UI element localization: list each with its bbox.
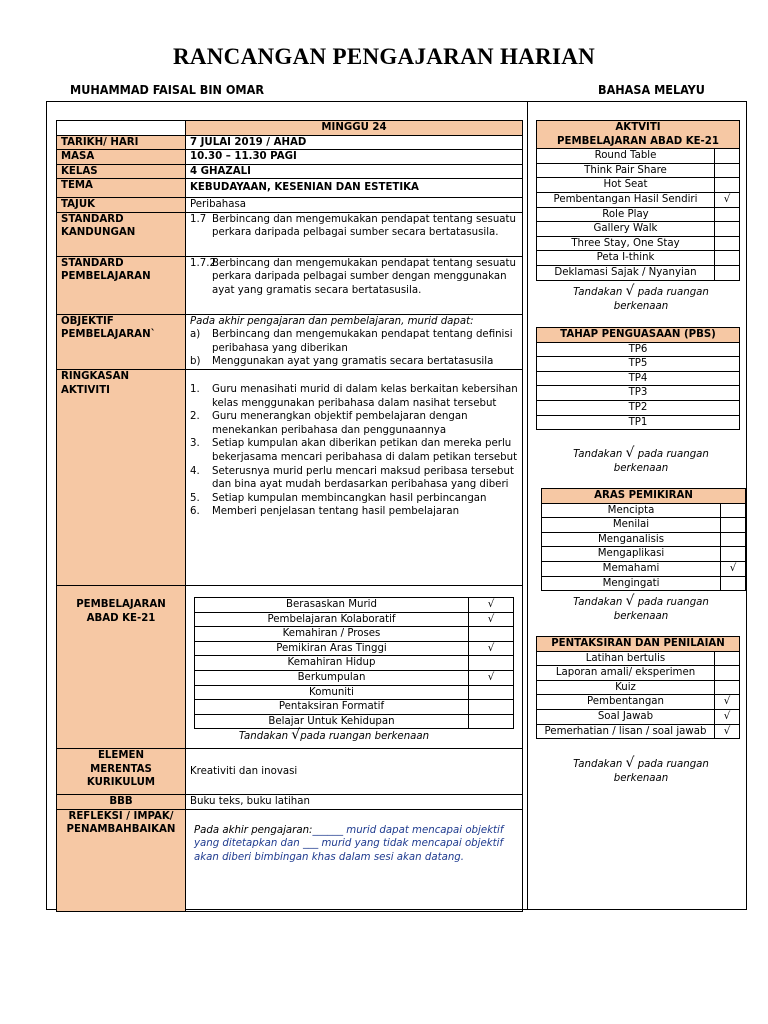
tema-value: KEBUDAYAAN, KESENIAN DAN ESTETIKA xyxy=(186,179,523,198)
aktiviti-row xyxy=(537,163,740,178)
tp-row xyxy=(537,371,740,386)
aktiviti-text: Setiap kumpulan akan diberikan petikan dan mereka perlu bekerjasama mencari peribahasa di dalam petikan tersebut xyxy=(212,438,518,463)
aktiviti-text: Seterusnya murid perlu mencari maksud peribasa tersebut dan bina ayat mudah berdasarkan peribahasa yang diberi xyxy=(212,465,514,491)
note-a: Tandakan xyxy=(573,759,626,770)
sp-number: 1.7.2 xyxy=(190,257,216,269)
obj-b-text: Menggunakan ayat yang gramatis secara bertatasusila xyxy=(212,356,494,368)
aktiviti-row xyxy=(537,149,740,164)
pentaksiran-box xyxy=(536,636,740,739)
aras-row-label: Menilai xyxy=(542,518,721,533)
aktiviti-number: 4. xyxy=(190,465,200,477)
aktiviti-number: 5. xyxy=(190,492,200,504)
sp-content: Berbincang dan mengemukakan pendapat tentang sesuatu perkara daripada pelbagai sumber dengan menggunakan ayat yang gramatis secara bertatasusila. xyxy=(212,257,516,296)
abad-item-label: Belajar Untuk Kehidupan xyxy=(195,714,469,729)
tp-row-label: TP3 xyxy=(537,386,740,401)
aktiviti-row-label: Pembentangan Hasil Sendiri xyxy=(537,192,715,207)
aktiviti-item xyxy=(190,437,518,464)
aktiviti-row-label: Role Play xyxy=(537,207,715,222)
tp-row-label: TP6 xyxy=(537,342,740,357)
pentaksiran-row-label: Kuiz xyxy=(537,680,715,695)
tp-row-label: TP5 xyxy=(537,357,740,372)
aktiviti-row-check xyxy=(715,251,740,266)
aras-row xyxy=(542,561,746,576)
check-icon: √ xyxy=(291,727,301,744)
aktiviti-note xyxy=(556,284,726,314)
abad-item-check xyxy=(469,685,514,700)
aktiviti-row xyxy=(537,192,740,207)
aktiviti-item xyxy=(190,383,518,410)
pentaksiran-row-label: Laporan amali/ eksperimen xyxy=(537,666,715,681)
pentaksiran-row-label: Pemerhatian / lisan / soal jawab xyxy=(537,724,715,739)
tp-row-label: TP1 xyxy=(537,415,740,430)
note-b: pada ruangan xyxy=(634,287,709,298)
note-a: Tandakan xyxy=(573,287,626,298)
note-b: pada ruangan xyxy=(634,449,709,460)
pentaksiran-row-label: Latihan bertulis xyxy=(537,651,715,666)
aktiviti-number: 2. xyxy=(190,411,200,423)
abad-label xyxy=(57,585,186,748)
tp-row xyxy=(537,342,740,357)
aktiviti-row-label: Think Pair Share xyxy=(537,163,715,178)
obj-a-num: a) xyxy=(190,329,201,341)
obj-label-line1: OBJEKTIF xyxy=(61,315,114,327)
aktiviti-text: Memberi penjelasan tentang hasil pembelajaran xyxy=(212,506,460,518)
tahap-penguasaan-box xyxy=(536,327,740,430)
aras-row xyxy=(542,518,746,533)
note-c: berkenaan xyxy=(613,773,669,784)
pentaksiran-row xyxy=(537,724,740,739)
subject-name: BAHASA MELAYU xyxy=(598,82,705,97)
aktiviti-row-label: Three Stay, One Stay xyxy=(537,236,715,251)
obj-a-text: Berbincang dan mengemukakan pendapat tentang definisi peribahasa yang diberikan xyxy=(212,329,513,354)
abad-row xyxy=(195,597,514,612)
aras-row-label: Memahami xyxy=(542,561,721,576)
aras-row-check xyxy=(721,518,746,533)
abad-note xyxy=(150,729,518,744)
standard-pembelajaran-text xyxy=(190,257,518,298)
aras-row-check xyxy=(721,503,746,518)
objektif-label xyxy=(57,314,186,369)
tp-row xyxy=(537,415,740,430)
masa-label: MASA xyxy=(57,150,186,165)
elemen-label-line1: ELEMEN xyxy=(97,749,145,761)
elemen-label-line3: KURIKULUM xyxy=(86,777,156,789)
obj-b-num: b) xyxy=(190,356,201,368)
aktiviti-row xyxy=(537,222,740,237)
refleksi-lead: Pada akhir pengajaran: xyxy=(194,824,313,836)
aktiviti-item xyxy=(190,492,518,506)
aras-row-label: Mengaplikasi xyxy=(542,547,721,562)
abad-note-b: pada ruangan berkenaan xyxy=(300,731,430,743)
tarikh-value: 7 JULAI 2019 / AHAD xyxy=(186,135,523,150)
aktiviti-row-label: Round Table xyxy=(537,149,715,164)
aktiviti-list xyxy=(190,370,518,519)
abad-item-check: √ xyxy=(469,597,514,612)
aktiviti-item xyxy=(190,410,518,437)
tp-row xyxy=(537,357,740,372)
check-icon: √ xyxy=(625,445,635,461)
abad-row xyxy=(195,612,514,627)
abad-item-check xyxy=(469,656,514,671)
pentaksiran-row-label: Pembentangan xyxy=(537,695,715,710)
abad-item-label: Pemikiran Aras Tinggi xyxy=(195,641,469,656)
aktiviti-row-label: Gallery Walk xyxy=(537,222,715,237)
aktiviti-row-check xyxy=(715,149,740,164)
pentaksiran-row-label: Soal Jawab xyxy=(537,709,715,724)
aras-note xyxy=(556,594,726,624)
abad-item-label: Berkumpulan xyxy=(195,670,469,685)
abad-row xyxy=(195,641,514,656)
aktiviti-row-check xyxy=(715,207,740,222)
pentaksiran-row xyxy=(537,651,740,666)
kelas-label: KELAS xyxy=(57,164,186,179)
elemen-label xyxy=(57,748,186,794)
aras-row xyxy=(542,532,746,547)
abad-item-check xyxy=(469,714,514,729)
note-b: pada ruangan xyxy=(634,759,709,770)
aktiviti-text: Guru menerangkan objektif pembelajaran dengan menekankan peribahasa dan penggunaannya xyxy=(212,411,468,436)
aras-row-check xyxy=(721,532,746,547)
minggu-header: MINGGU 24 xyxy=(186,121,523,136)
note-c: berkenaan xyxy=(613,463,669,474)
aktiviti-head-line2: PEMBELAJARAN ABAD KE-21 xyxy=(557,135,719,147)
aktiviti-row-label: Hot Seat xyxy=(537,178,715,193)
note-b: pada ruangan xyxy=(634,597,709,608)
abad-item-check xyxy=(469,627,514,642)
bbb-label: BBB xyxy=(57,794,186,809)
elemen-label-line2: MERENTAS xyxy=(90,763,152,775)
aktiviti-number: 6. xyxy=(190,506,200,518)
pbs-header: TAHAP PENGUASAAN (PBS) xyxy=(537,328,740,343)
abad-item-label: Kemahiran / Proses xyxy=(195,627,469,642)
aras-row-check xyxy=(721,547,746,562)
tajuk-value: Peribahasa xyxy=(186,197,523,212)
refleksi-label xyxy=(57,809,186,911)
pentaksiran-row-check: √ xyxy=(715,695,740,710)
pentaksiran-row xyxy=(537,666,740,681)
pentaksiran-row-check xyxy=(715,651,740,666)
aktiviti-row xyxy=(537,207,740,222)
abad-item-label: Kemahiran Hidup xyxy=(195,656,469,671)
objektif-a xyxy=(190,328,518,355)
check-icon: √ xyxy=(625,283,635,299)
abad-item-label: Berasaskan Murid xyxy=(195,597,469,612)
ring-label-line2: AKTIVITI xyxy=(61,384,110,396)
pbs-note xyxy=(556,446,726,476)
refleksi-body: ______ murid dapat mencapai objektif yang ditetapkan dan ___ murid yang tidak mencapai objektif akan diberi bimbingan khas dalam sesi akan datang. xyxy=(194,824,504,863)
lesson-plan-table xyxy=(56,120,523,912)
aktiviti-number: 1. xyxy=(190,383,200,395)
sk-number: 1.7 xyxy=(190,213,207,225)
ref-label-line2: PENAMBAHBAIKAN xyxy=(66,824,176,836)
aktiviti-number: 3. xyxy=(190,438,200,450)
check-icon: √ xyxy=(625,755,635,771)
aktiviti-text: Setiap kumpulan membincangkan hasil perbincangan xyxy=(212,492,487,504)
bbb-value: Buku teks, buku latihan xyxy=(186,794,523,809)
pentaksiran-row xyxy=(537,680,740,695)
tajuk-label: TAJUK xyxy=(57,197,186,212)
abad-item-check: √ xyxy=(469,641,514,656)
aras-row-check xyxy=(721,576,746,591)
sp-label-line1: STANDARD xyxy=(61,257,124,269)
aktiviti-row-check: √ xyxy=(715,192,740,207)
sk-content: Berbincang dan mengemukakan pendapat tentang sesuatu perkara daripada pelbagai sumber secara bertatasusila. xyxy=(212,213,516,239)
aktiviti-row-check xyxy=(715,178,740,193)
aktiviti-row-check xyxy=(715,163,740,178)
abad-row xyxy=(195,627,514,642)
pentaksiran-header: PENTAKSIRAN DAN PENILAIAN xyxy=(537,637,740,652)
abad-item-label: Pentaksiran Formatif xyxy=(195,700,469,715)
note-c: berkenaan xyxy=(613,301,669,312)
ringkasan-label xyxy=(57,369,186,585)
teacher-name: MUHAMMAD FAISAL BIN OMAR xyxy=(70,82,264,97)
aktiviti-head-line1: AKTVITI xyxy=(615,122,661,133)
tp-row xyxy=(537,386,740,401)
aras-header: ARAS PEMIKIRAN xyxy=(542,489,746,504)
abad-note-a: Tandakan xyxy=(238,731,292,743)
abad-item-check: √ xyxy=(469,612,514,627)
note-a: Tandakan xyxy=(573,597,626,608)
aktiviti-row xyxy=(537,251,740,266)
standard-kandungan-text xyxy=(190,213,518,240)
aktiviti-row xyxy=(537,236,740,251)
aktiviti-row-label: Deklamasi Sajak / Nyanyian xyxy=(537,265,715,280)
aras-row xyxy=(542,576,746,591)
tp-row xyxy=(537,400,740,415)
pentaksiran-row-check: √ xyxy=(715,724,740,739)
pentaksiran-row-check: √ xyxy=(715,709,740,724)
abad-row xyxy=(195,714,514,729)
abad-row xyxy=(195,670,514,685)
tp-row-label: TP4 xyxy=(537,371,740,386)
objektif-b xyxy=(190,355,518,369)
aktiviti-item xyxy=(190,505,518,519)
aras-row-label: Mencipta xyxy=(542,503,721,518)
aras-row xyxy=(542,503,746,518)
aktiviti-row-check xyxy=(715,222,740,237)
standard-kandungan-label xyxy=(57,212,186,256)
masa-value: 10.30 – 11.30 PAGI xyxy=(186,150,523,165)
aktiviti-abad21-box xyxy=(536,120,740,281)
pentaksiran-row-check xyxy=(715,666,740,681)
abad-row xyxy=(195,656,514,671)
aras-row-label: Mengingati xyxy=(542,576,721,591)
ref-label-line1: REFLEKSI / IMPAK/ xyxy=(68,810,174,822)
aktiviti-row xyxy=(537,178,740,193)
pentaksiran-row xyxy=(537,695,740,710)
aras-row xyxy=(542,547,746,562)
aras-row-check: √ xyxy=(721,561,746,576)
kelas-value: 4 GHAZALI xyxy=(186,164,523,179)
sk-label-line2: KANDUNGAN xyxy=(61,227,136,239)
refleksi-text xyxy=(190,810,518,865)
abad-item-label: Pembelajaran Kolaboratif xyxy=(195,612,469,627)
aras-row-label: Menganalisis xyxy=(542,532,721,547)
tema-label: TEMA xyxy=(57,179,186,198)
aktiviti-row-label: Peta I-think xyxy=(537,251,715,266)
sk-label-line1: STANDARD xyxy=(61,213,124,225)
abad-item-check xyxy=(469,700,514,715)
tarikh-label: TARIKH/ HARI xyxy=(57,135,186,150)
pentaksiran-row-check xyxy=(715,680,740,695)
abad-item-label: Komuniti xyxy=(195,685,469,700)
abad-row xyxy=(195,700,514,715)
aktiviti-row-check xyxy=(715,236,740,251)
standard-pembelajaran-label xyxy=(57,256,186,314)
tp-row-label: TP2 xyxy=(537,400,740,415)
check-icon: √ xyxy=(625,593,635,609)
page-title: RANCANGAN PENGAJARAN HARIAN xyxy=(172,44,596,69)
aktiviti-row-check xyxy=(715,265,740,280)
column-divider xyxy=(527,101,528,910)
obj-label-line2: PEMBELAJARAN` xyxy=(61,329,156,341)
note-c: berkenaan xyxy=(613,611,669,622)
aras-pemikiran-box xyxy=(541,488,746,591)
sp-label-line2: PEMBELAJARAN xyxy=(61,271,151,283)
abad-item-check: √ xyxy=(469,670,514,685)
aktiviti-box-header xyxy=(537,121,740,149)
abad-label-line1: PEMBELAJARAN xyxy=(76,598,166,610)
ring-label-line1: RINGKASAN xyxy=(61,370,130,382)
elemen-value: Kreativiti dan inovasi xyxy=(186,748,523,794)
abad-label-line2: ABAD KE-21 xyxy=(86,612,156,624)
abad-row xyxy=(195,685,514,700)
abad21-checklist xyxy=(194,597,514,729)
aktiviti-item xyxy=(190,465,518,492)
pentaksiran-note xyxy=(556,756,726,786)
aktiviti-row xyxy=(537,265,740,280)
aktiviti-text: Guru menasihati murid di dalam kelas berkaitan kebersihan kelas menggunakan peribahasa dalam nasihat tersebut xyxy=(212,383,518,409)
note-a: Tandakan xyxy=(573,449,626,460)
pentaksiran-row xyxy=(537,709,740,724)
objektif-intro: Pada akhir pengajaran dan pembelajaran, murid dapat: xyxy=(190,315,474,327)
